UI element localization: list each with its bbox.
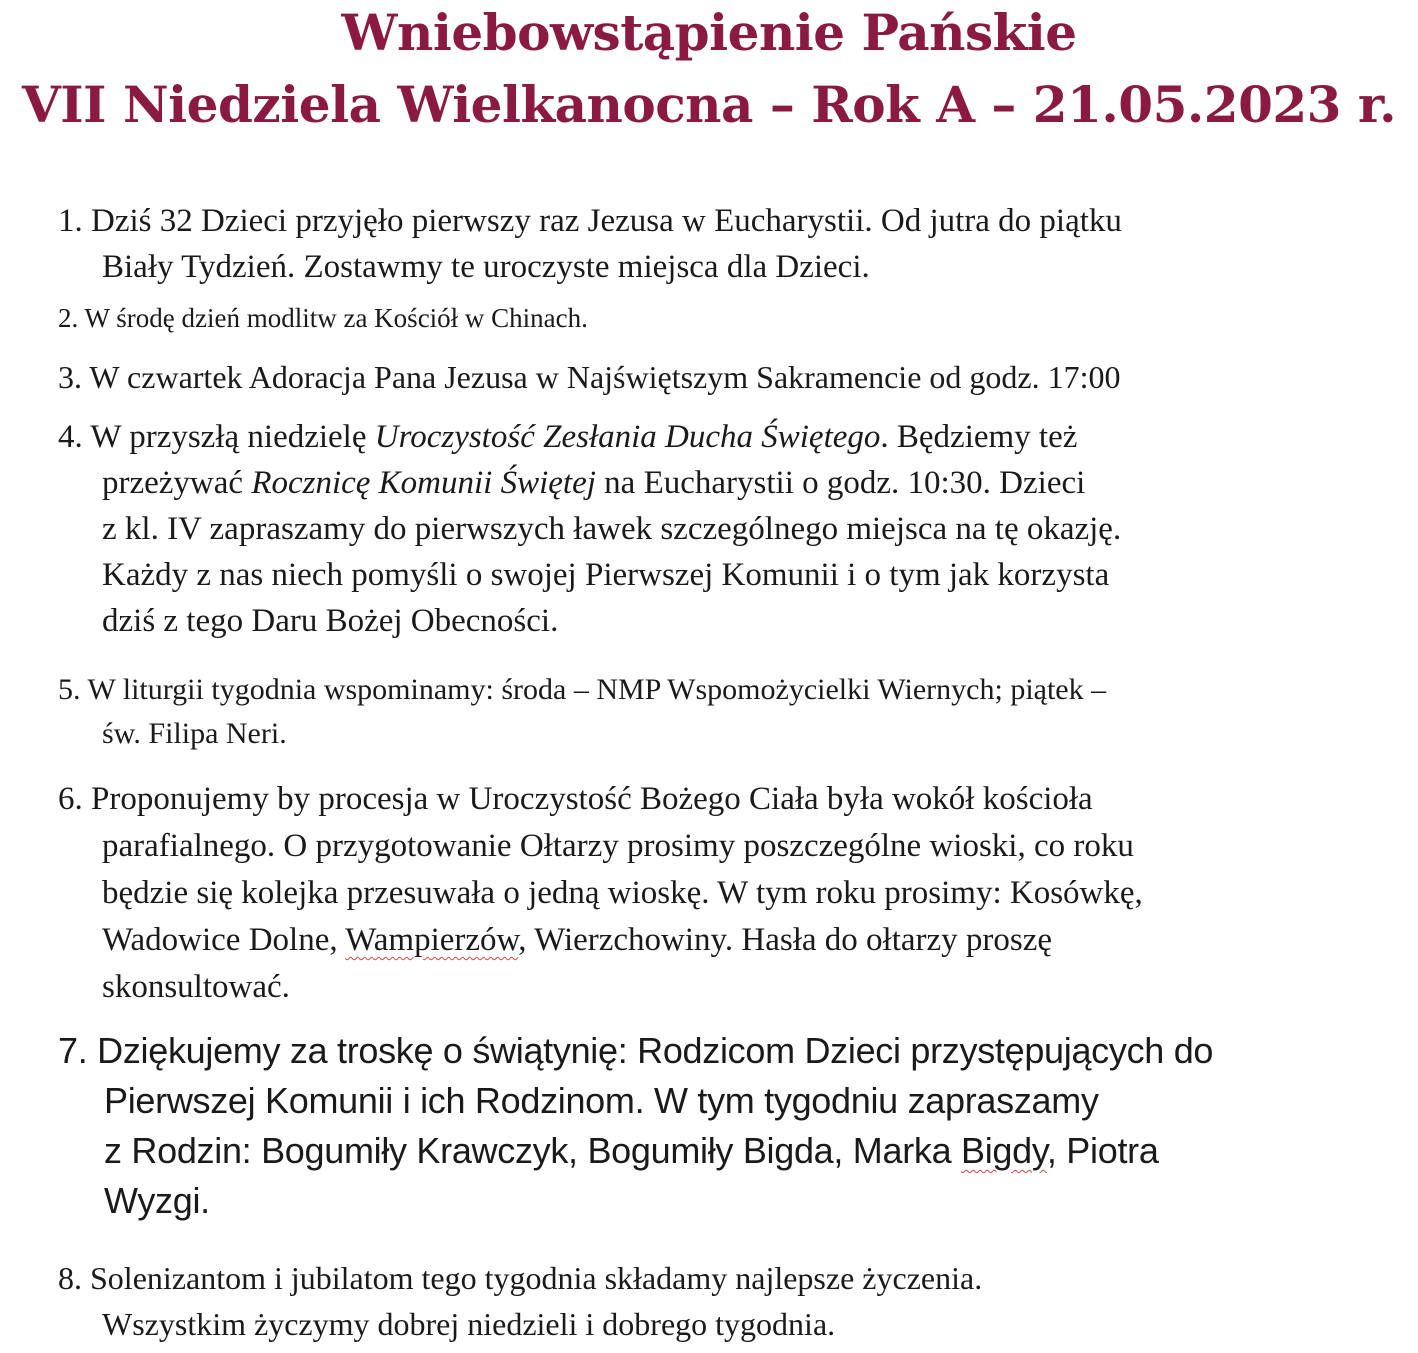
announcement-6-text: Wadowice Dolne,: [102, 922, 346, 958]
announcement-4-text: przeżywać: [102, 465, 252, 501]
announcement-4-text: na Eucharystii o godz. 10:30. Dzieci: [595, 465, 1086, 501]
announcement-1: [58, 198, 1398, 290]
announcement-8-line-2: Wszystkim życzymy dobrej niedzieli i dobrego tygodnia.: [102, 1306, 836, 1342]
announcement-2-line-1: 2. W środę dzień modlitw za Kościół w Chinach.: [58, 303, 588, 333]
announcement-6-line-3: będzie się kolejka przesuwała o jedną wioskę. W tym roku prosimy: Kosówkę,: [102, 875, 1143, 911]
announcement-5: [58, 668, 1398, 756]
announcement-7-text: z Rodzin: Bogumiły Krawczyk, Bogumiły Bigda, Marka: [104, 1130, 962, 1171]
announcement-3: [58, 354, 1398, 400]
announcement-4-line-1: [58, 414, 1398, 460]
anniversary-name: Rocznicę Komunii Świętej: [251, 465, 596, 501]
announcement-4-line-5: dziś z tego Daru Bożej Obecności.: [102, 603, 559, 639]
announcement-6-text: , Wierzchowiny. Hasła do ołtarzy proszę: [518, 922, 1053, 958]
announcement-6: [58, 776, 1398, 1011]
announcement-6-line-1: 6. Proponujemy by procesja w Uroczystość Bożego Ciała była wokół kościoła: [58, 781, 1093, 817]
announcement-8: [58, 1255, 1398, 1347]
announcement-4: [58, 414, 1398, 644]
announcement-5-line-1: 5. W liturgii tygodnia wspominamy: środa – NMP Wspomożycielki Wiernych; piątek –: [58, 673, 1107, 706]
announcement-1-line-1: 1. Dziś 32 Dzieci przyjęło pierwszy raz Jezusa w Eucharystii. Od jutra do piątku: [58, 203, 1122, 239]
announcement-4-text: . Będziemy też: [880, 419, 1078, 455]
feast-name-pentecost: Uroczystość Zesłania Ducha Świętego: [374, 419, 881, 455]
announcement-7-line-1: 7. Dziękujemy za troskę o świątynię: Rodzicom Dzieci przystępujących do: [58, 1030, 1214, 1071]
announcement-8-line-1: 8. Solenizantom i jubilatom tego tygodnia składamy najlepsze życzenia.: [58, 1260, 983, 1296]
announcement-7: [58, 1026, 1398, 1226]
announcement-4-text: 4. W przyszłą niedzielę: [58, 419, 375, 455]
announcement-4-line-3: z kl. IV zapraszamy do pierwszych ławek szczególnego miejsca na tę okazję.: [102, 511, 1122, 547]
announcement-6-line-2: parafialnego. O przygotowanie Ołtarzy prosimy poszczególne wioski, co roku: [102, 828, 1134, 864]
announcement-5-line-2: św. Filipa Neri.: [102, 717, 287, 750]
announcement-7-line-2: Pierwszej Komunii i ich Rodzinom. W tym tygodniu zapraszamy: [104, 1080, 1099, 1121]
announcement-3-line-1: 3. W czwartek Adoracja Pana Jezusa w Najświętszym Sakramencie od godz. 17:00: [58, 359, 1121, 395]
spellcheck-word: Wampierzów: [345, 922, 519, 958]
announcement-4-line-2: [58, 460, 1398, 506]
announcement-1-line-2: Biały Tydzień. Zostawmy te uroczyste miejsca dla Dzieci.: [102, 249, 870, 285]
page-title: Wniebowstąpienie Pańskie: [341, 3, 1077, 62]
announcement-6-line-5: skonsultować.: [102, 969, 290, 1005]
announcement-7-line-4: Wyzgi.: [104, 1180, 210, 1221]
announcement-7-line-3: [58, 1126, 1398, 1176]
page-subtitle: VII Niedziela Wielkanocna – Rok A – 21.05.2023 r.: [21, 75, 1397, 134]
spellcheck-word: Bigdy: [961, 1130, 1047, 1171]
announcement-6-line-4: [58, 917, 1398, 964]
announcement-7-text: , Piotra: [1046, 1130, 1159, 1171]
announcement-2: [58, 298, 1398, 338]
announcement-4-line-4: Każdy z nas niech pomyśli o swojej Pierwszej Komunii i o tym jak korzysta: [102, 557, 1110, 593]
